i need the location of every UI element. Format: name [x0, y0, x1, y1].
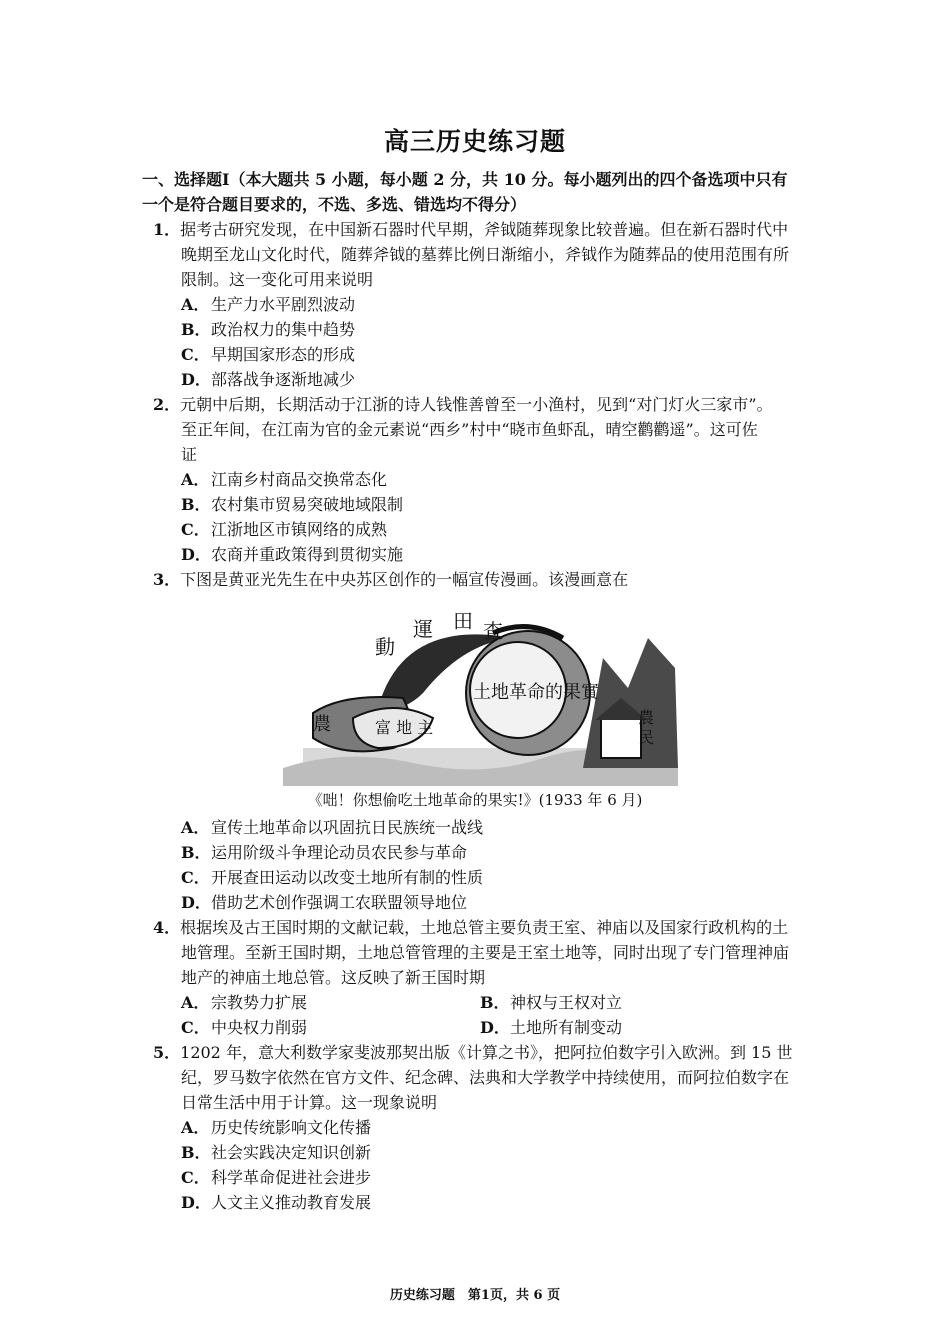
- question-5-option-d[interactable]: D．人文主义推动教育发展: [181, 1193, 372, 1212]
- question-3-option-c[interactable]: C．开展查田运动以改变土地所有制的性质: [181, 868, 484, 887]
- svg-text:運: 運: [413, 617, 433, 641]
- question-4-option-b[interactable]: B．神权与王权对立: [480, 993, 623, 1012]
- svg-text:富 地 主: 富 地 主: [375, 718, 434, 737]
- page-footer: 历史练习题 第1页，共 6 页: [389, 1288, 561, 1303]
- svg-text:土地革命的果實: 土地革命的果實: [473, 682, 599, 703]
- svg-text:民: 民: [638, 728, 655, 747]
- question-3-number: 3．: [153, 570, 181, 589]
- question-1-number: 1．: [153, 220, 181, 239]
- question-5-option-a[interactable]: A．历史传统影响文化传播: [181, 1118, 372, 1137]
- question-2-number: 2．: [153, 395, 181, 414]
- question-2-stem-line-1: 2．元朝中后期，长期活动于江浙的诗人钱惟善曾至一小渔村，见到“对门灯火三家市”。: [153, 395, 773, 414]
- question-3-option-b[interactable]: B．运用阶级斗争理论动员农民参与革命: [181, 843, 468, 862]
- question-1-option-d[interactable]: D．部落战争逐渐地减少: [181, 370, 356, 389]
- question-4-stem-line-1: 4．根据埃及古王国时期的文献记载，土地总管主要负责王室、神庙以及国家行政机构的土: [153, 918, 789, 937]
- question-3-stem-line-1: 3．下图是黄亚光先生在中央苏区创作的一幅宣传漫画。该漫画意在: [153, 570, 629, 589]
- question-1-stem-line-2: 晚期至龙山文化时代，随葬斧钺的墓葬比例日渐缩小，斧钺作为随葬品的使用范围有所: [181, 245, 790, 264]
- svg-text:動: 動: [375, 635, 395, 659]
- section-heading-line-1: 一、选择题Ⅰ（本大题共 5 小题，每小题 2 分，共 10 分。每小题列出的四个备选项中只有: [142, 170, 788, 189]
- question-1-stem-line-1: 1．据考古研究发现，在中国新石器时代早期，斧钺随葬现象比较普遍。但在新石器时代中: [153, 220, 789, 239]
- question-2-option-d[interactable]: D．农商并重政策得到贯彻实施: [181, 545, 404, 564]
- question-1-option-a[interactable]: A．生产力水平剧烈波动: [181, 295, 356, 314]
- page-title: 高三历史练习题: [383, 127, 566, 156]
- question-2-option-c[interactable]: C．江浙地区市镇网络的成熟: [181, 520, 388, 539]
- question-5-stem-line-1: 5．1202 年，意大利数学家斐波那契出版《计算之书》，把阿拉伯数字引入欧洲。到 15 世: [153, 1043, 793, 1062]
- question-4-option-d[interactable]: D．土地所有制变动: [480, 1018, 623, 1037]
- question-4-stem-line-3: 地产的神庙土地总管。这反映了新王国时期: [181, 968, 486, 987]
- svg-text:田: 田: [453, 609, 473, 633]
- svg-text:農: 農: [638, 708, 655, 727]
- question-4-number: 4．: [153, 918, 181, 937]
- question-5-option-c[interactable]: C．科学革命促进社会进步: [181, 1168, 372, 1187]
- question-2-stem-line-2: 至正年间，在江南为官的金元素说“西乡”村中“晓市鱼虾乱，晴空鹳鹳遥”。这可佐: [181, 420, 758, 439]
- question-3-option-a[interactable]: A．宣传土地革命以巩固抗日民族统一战线: [181, 818, 484, 837]
- section-heading-line-2: 一个是符合题目要求的，不选、多选、错选均不得分）: [142, 195, 527, 214]
- question-2-stem-line-3: 证: [181, 445, 198, 464]
- svg-text:查: 查: [483, 619, 503, 643]
- question-4-option-a[interactable]: A．宗教势力扩展: [181, 993, 308, 1012]
- question-5-option-b[interactable]: B．社会实践决定知识创新: [181, 1143, 372, 1162]
- propaganda-cartoon-image: [283, 598, 678, 786]
- question-2-option-b[interactable]: B．农村集市贸易突破地域限制: [181, 495, 404, 514]
- question-1-option-c[interactable]: C．早期国家形态的形成: [181, 345, 356, 364]
- cartoon-caption: 《咄！你想偷吃土地革命的果实!》(1933 年 6 月): [307, 791, 643, 809]
- svg-text:農: 農: [313, 714, 331, 735]
- question-1-stem-line-3: 限制。这一变化可用来说明: [181, 270, 374, 289]
- question-5-stem-line-2: 纪，罗马数字依然在官方文件、纪念碑、法典和大学教学中持续使用，而阿拉伯数字在: [181, 1068, 790, 1087]
- question-3-option-d[interactable]: D．借助艺术创作强调工农联盟领导地位: [181, 893, 468, 912]
- question-5-number: 5．: [153, 1043, 181, 1062]
- question-1-option-b[interactable]: B．政治权力的集中趋势: [181, 320, 356, 339]
- question-2-option-a[interactable]: A．江南乡村商品交换常态化: [181, 470, 388, 489]
- question-4-option-c[interactable]: C．中央权力削弱: [181, 1018, 308, 1037]
- question-5-stem-line-3: 日常生活中用于计算。这一现象说明: [181, 1093, 438, 1112]
- question-4-stem-line-2: 地管理。至新王国时期，土地总管管理的主要是王室土地等，同时出现了专门管理神庙: [181, 943, 790, 962]
